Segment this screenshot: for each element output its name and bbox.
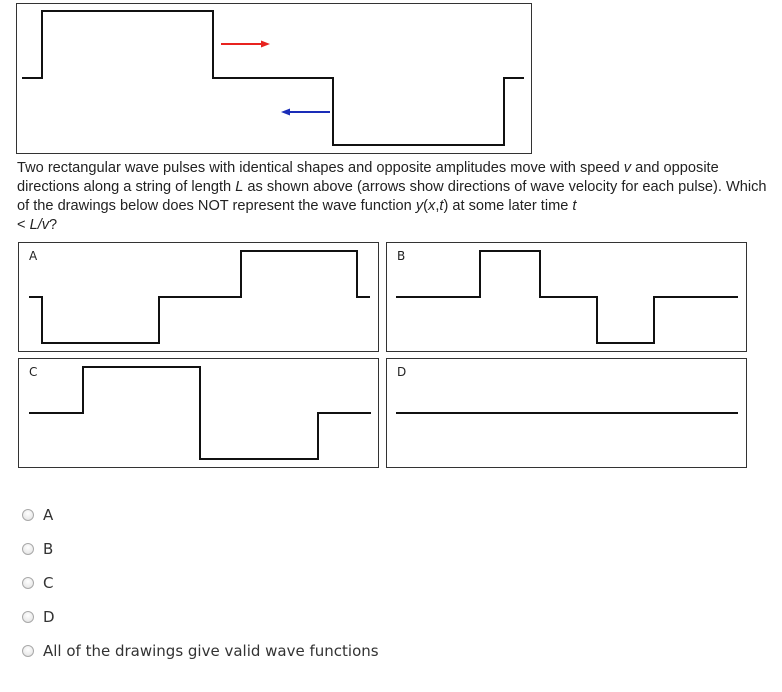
panel-d xyxy=(386,358,747,468)
left-arrow-head xyxy=(281,109,290,116)
wave-string xyxy=(22,11,524,145)
radio-button[interactable] xyxy=(22,645,34,657)
radio-button[interactable] xyxy=(22,611,34,623)
panel-a xyxy=(18,242,379,352)
top-figure xyxy=(16,3,532,154)
radio-button[interactable] xyxy=(22,543,34,555)
option-label: A xyxy=(43,506,54,524)
panel-b-wave xyxy=(387,243,748,353)
panel-a-label: A xyxy=(29,249,38,263)
question-text: Two rectangular wave pulses with identical shapes and opposite amplitudes move with speed v and opposite directions along a string of length L as shown above (arrows show directions of wave velocity for each pulse). Which of the drawings below does NOT represent the wave function y(x,t) at some later time t < L/v? xyxy=(17,160,767,233)
panel-c xyxy=(18,358,379,468)
radio-button[interactable] xyxy=(22,509,34,521)
panel-a-wave xyxy=(19,243,380,353)
panel-d-wave xyxy=(387,359,748,469)
panel-c-wave xyxy=(19,359,380,469)
top-figure-svg xyxy=(17,4,533,155)
panel-d-label: D xyxy=(397,365,407,379)
panel-b xyxy=(386,242,747,352)
panel-b-label: B xyxy=(397,249,406,263)
option-label: B xyxy=(43,540,54,558)
radio-button[interactable] xyxy=(22,577,34,589)
option-label: All of the drawings give valid wave functions xyxy=(43,642,379,660)
option-label: D xyxy=(43,608,55,626)
panel-c-label: C xyxy=(29,365,38,379)
option-label: C xyxy=(43,574,54,592)
right-arrow-head xyxy=(261,41,270,48)
